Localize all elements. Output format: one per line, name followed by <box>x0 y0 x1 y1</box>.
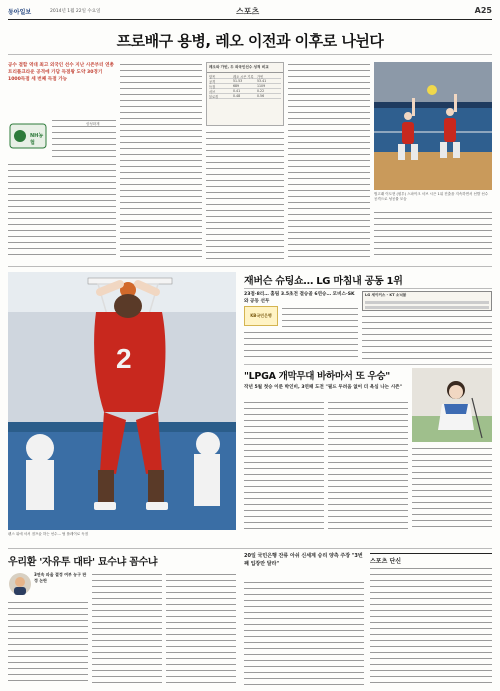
table-cell: 서브 <box>209 89 216 94</box>
bottom-rule <box>8 548 492 549</box>
sports-brief-title: 스포츠 단신 <box>370 558 402 565</box>
story-two-rule <box>244 288 492 289</box>
story-two-body-b <box>244 330 358 360</box>
page-number: A25 <box>474 6 492 15</box>
story-five-title: 20일 국민은행 잔류 아쉬 신세계 승리 양측 주장 "3번째 입장만 달라" <box>244 553 363 567</box>
table-cell: 0.48 <box>233 94 241 98</box>
table-header: 가빈 <box>257 74 264 79</box>
table-cell: 689 <box>233 84 240 88</box>
section-name: 스포츠 <box>236 7 260 16</box>
masthead <box>8 4 492 20</box>
story-three-title: "LPGA 개막무대 바하마서 또 우승" <box>244 371 390 382</box>
table-header: 레오 시즌 기록 <box>233 74 254 79</box>
comparison-table-title: 레오와 가빈, 두 외국인선수 성적 비교 <box>207 63 283 73</box>
table-cell: 51.53 <box>233 79 243 83</box>
story-three-rule-top <box>244 364 492 365</box>
headline-rule <box>8 54 492 55</box>
story-three-body-a <box>244 400 324 530</box>
score-box-title: LG 세이커스 - KT 소닉붐 <box>365 293 407 297</box>
sponsor-logo-text: NH농협 <box>30 133 44 146</box>
main-headline: 프로배구 용병, 레오 이전과 이후로 나뉜다 <box>116 32 384 50</box>
score-box-row <box>365 306 489 309</box>
paper-name: 동아일보 <box>8 9 32 16</box>
score-box-row <box>365 301 489 304</box>
story-five-body <box>244 580 364 686</box>
story-four-body-c <box>166 572 236 686</box>
story-two-title: 재버슨 슈팅쇼… LG 마침내 공동 1위 <box>244 276 403 287</box>
left-article-body <box>8 162 116 260</box>
coach-portrait-icon <box>8 572 32 596</box>
story-three-subhead: 작년 5월 첫승 이룬 박인비, 3연패 도전 "필드 두려움 없어 더 욕심 나는 시즌" <box>244 385 402 390</box>
svg-text:2: 2 <box>116 343 132 374</box>
table-cell: 득점 <box>209 84 216 89</box>
basketball-photo <box>8 272 236 530</box>
left-article-body-top <box>52 118 116 158</box>
basketball-photo-caption: 펜스 위에 서서 점프슛 하는 선수… 팀 플레이로 득점 <box>8 532 89 536</box>
score-box <box>362 291 492 311</box>
story-four-subhead: 3연속 파울 결정 여부 농구 판정 논란 <box>34 572 87 583</box>
table-cell: 53.41 <box>257 79 267 83</box>
sports-brief-body <box>370 566 492 686</box>
sports-brief-box <box>370 553 492 565</box>
story-four-body-a <box>8 600 88 686</box>
table-header: 항목 <box>209 74 216 79</box>
column-four-body <box>288 62 370 260</box>
table-cell: 공격 <box>209 79 216 84</box>
volleyball-photo-caption: 범고래 이도현 (원투) 스파이크 서브 시즌 1위 진출을 지속하면서 선발 선수 공격으로 성공률 모습 <box>374 192 489 201</box>
golfer-portrait-icon <box>412 368 492 442</box>
section-rule <box>8 266 492 267</box>
coach-portrait <box>8 572 32 596</box>
story-three-body-c <box>412 446 492 530</box>
story-two-body-c <box>362 314 492 360</box>
left-article-subhead: 공수 결합 역대 최고 외국인 선수 지난 시즌부터 연총 트리플크라운 공격에 가담 득점왕 도약 30경기 1000득점 세 번째 득점 가능 <box>8 63 114 82</box>
table-cell: 1109 <box>257 84 266 88</box>
story-two-subhead: 23점·8리… 홈팀 3.5초전 결승골 6연승… 모비스·SK와 공동 선두 <box>244 292 355 304</box>
kb-logo-text: KB국민은행 <box>250 313 272 318</box>
story-four-body-b <box>92 572 162 686</box>
right-column-body <box>374 210 492 260</box>
table-cell: 0.41 <box>233 89 241 93</box>
table-cell: 0.22 <box>257 89 265 93</box>
kb-logo <box>244 306 278 326</box>
left-article-byline: 삼성화재 <box>86 122 100 126</box>
column-three-body <box>206 130 284 260</box>
volleyball-photo <box>374 62 492 190</box>
table-cell: 블로킹 <box>209 94 219 99</box>
story-four-title: 우리환 '자유투 대타' 묘수냐 꼼수냐 <box>8 557 158 568</box>
table-cell: 0.56 <box>257 94 265 98</box>
golfer-photo <box>412 368 492 442</box>
column-two-body <box>120 62 202 260</box>
left-article-subhead-block <box>8 62 116 114</box>
volleyball-scene-icon <box>374 62 492 190</box>
comparison-table-body <box>207 73 283 100</box>
issue-date: 2014년 1월 22일 수요일 <box>50 9 101 14</box>
sponsor-logo <box>8 118 48 158</box>
basketball-dunk-icon <box>8 272 236 530</box>
story-three-body-b <box>328 400 408 530</box>
table-row <box>209 94 281 99</box>
comparison-table <box>206 62 284 126</box>
